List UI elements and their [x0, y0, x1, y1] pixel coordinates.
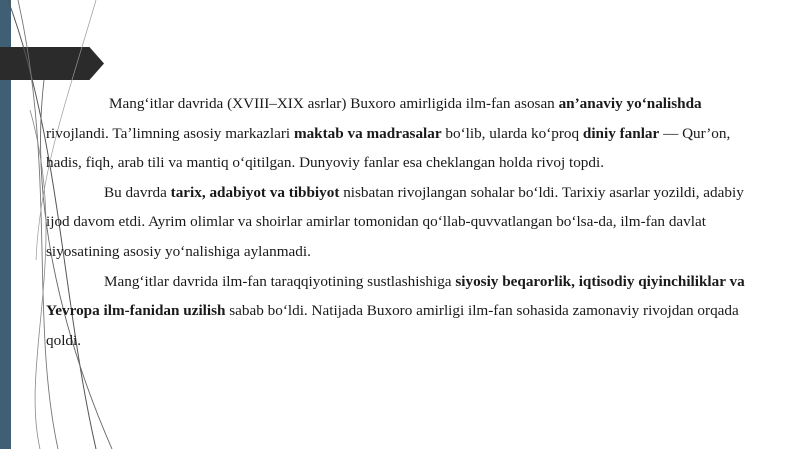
p3-run-3: sabab boʻldi. Natijada Buxoro amirligi ilm-fan sohasida zamonaviy rivojdan orqada qoldi.	[46, 302, 739, 349]
p2-run-3: nisbatan rivojlangan sohalar boʻldi. Tarixiy asarlar yozildi, adabiy ijod davom etdi. Ayrim olimlar va shoirlar amirlar tomonidan qoʻllab-quvvatlangan boʻlsa-da, ilm-fan davlat siyosatining asosiy yoʻnalishiga aylanmadi.	[46, 183, 744, 260]
slide-text-body	[46, 89, 766, 355]
p1-run-1: Mangʻitlar davrida (XVIII–XIX asrlar) Buxoro amirligida ilm-fan asosan	[109, 95, 559, 112]
p3-run-2: siyosiy beqarorlik, iqtisodiy qiyinchiliklar va Yevropa ilm-fanidan uzilish	[46, 272, 745, 320]
p1-run-4: maktab va madrasalar	[293, 124, 442, 142]
p2-run-1: Bu davrda	[104, 183, 171, 201]
arrow-tab-decoration	[0, 47, 104, 80]
p1-run-5: boʻlib, ularda koʻproq	[441, 124, 583, 142]
p2-run-2: tarix, adabiyot va tibbiyot	[170, 183, 340, 201]
p1-run-7: — Qur’on, hadis, fiqh, arab tili va mantiq oʻqitilgan. Dunyoviy fanlar esa cheklangan holda rivoj topdi.	[46, 124, 731, 172]
p3-run-1: Mangʻitlar davrida ilm-fan taraqqiyotining sustlashishiga	[104, 272, 456, 290]
paragraph-1	[46, 89, 766, 178]
p1-run-2: an’anaviy yoʻnalishda	[558, 95, 702, 112]
paragraph-2	[46, 178, 766, 267]
p1-run-6: diniy fanlar	[582, 124, 660, 142]
paragraph-3	[46, 267, 766, 356]
p1-run-3: rivojlandi. Taʼlimning asosiy markazlari	[46, 124, 294, 142]
